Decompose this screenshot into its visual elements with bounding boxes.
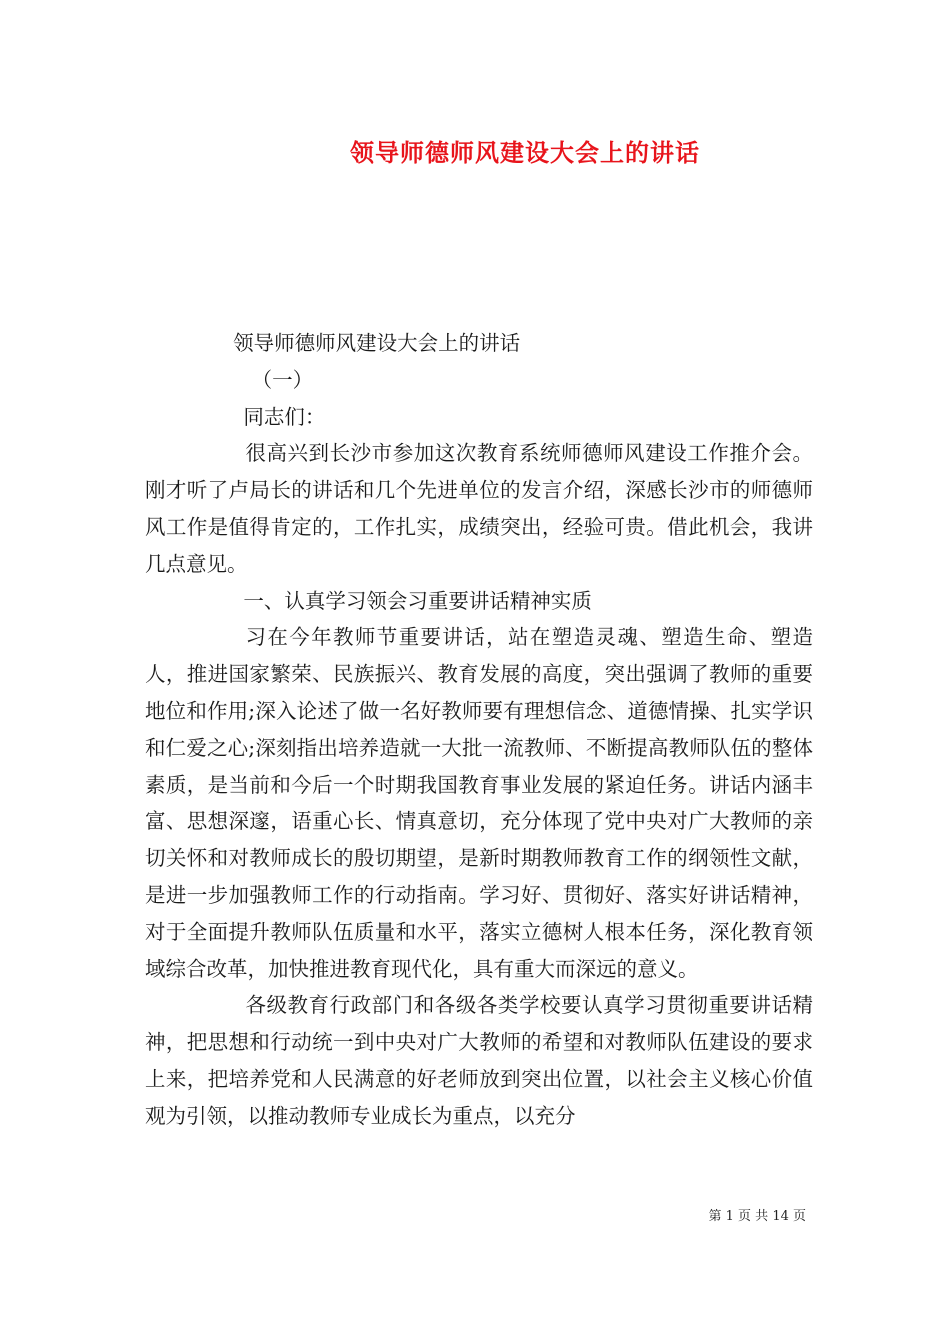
greeting: 同志们：	[243, 404, 326, 429]
document-subtitle: 领导师德师风建设大会上的讲话	[233, 331, 521, 355]
document-title: 领导师德师风建设大会上的讲话	[350, 138, 700, 167]
paragraph-requirements: 各级教育行政部门和各级各类学校要认真学习贯彻重要讲话精神，把思想和行动统一到中央对广大教师的希望和对教师队伍建设的要求上来，把培养党和人民满意的好老师放到突出位置，以社会主义核心价值观为引领，以推动教师专业成长为重点，以充分	[145, 993, 813, 1128]
document-body	[145, 325, 813, 1135]
paragraph-intro: 很高兴到长沙市参加这次教育系统师德师风建设工作推介会。刚才听了卢局长的讲话和几个先进单位的发言介绍，深感长沙市的师德师风工作是值得肯定的，工作扎实，成绩突出，经验可贵。借此机会，我讲几点意见。	[145, 441, 813, 576]
paragraph-speech-summary: 习在今年教师节重要讲话，站在塑造灵魂、塑造生命、塑造人，推进国家繁荣、民族振兴、教育发展的高度，突出强调了教师的重要地位和作用;深入论述了做一名好教师要有理想信念、道德情操、扎实学识和仁爱之心;深刻指出培养造就一大批一流教师、不断提高教师队伍的整体素质，是当前和今后一个时期我国教育事业发展的紧迫任务。讲话内涵丰富、思想深邃，语重心长、情真意切，充分体现了党中央对广大教师的亲切关怀和对教师成长的殷切期望，是新时期教师教育工作的纲领性文献，是进一步加强教师工作的行动指南。学习好、贯彻好、落实好讲话精神，对于全面提升教师队伍质量和水平，落实立德树人根本任务，深化教育领域综合改革，加快推进教育现代化，具有重大而深远的意义。	[145, 625, 813, 981]
section-marker: （一）	[251, 367, 314, 392]
section-heading-1: 一、认真学习领会习重要讲话精神实质	[243, 588, 592, 613]
page-number: 第 1 页 共 14 页	[708, 1209, 806, 1224]
